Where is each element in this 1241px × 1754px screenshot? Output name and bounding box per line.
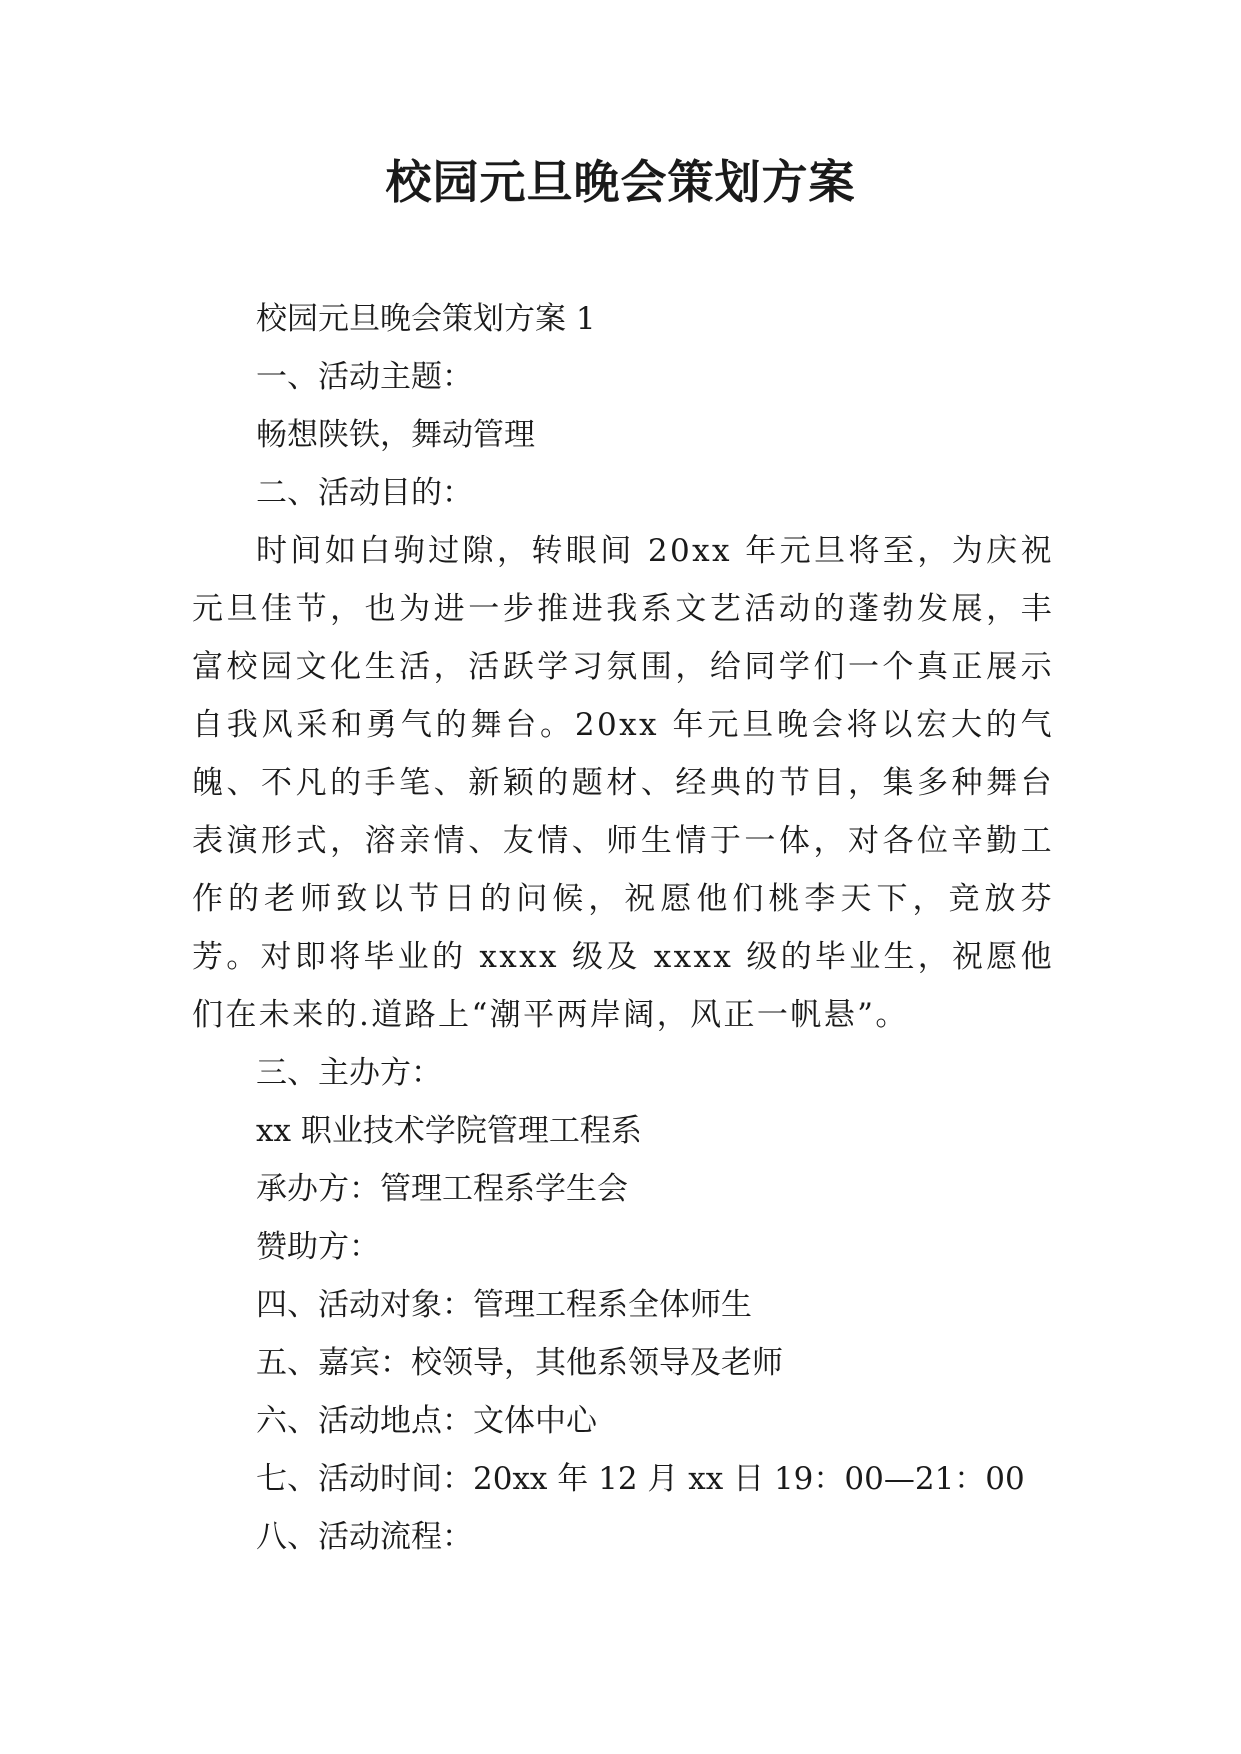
paragraph-organizer-heading: 三、主办方：: [256, 1055, 442, 1091]
paragraph-guests: 五、嘉宾：校领导，其他系领导及老师: [256, 1345, 783, 1381]
document-body: [192, 290, 1054, 1566]
paragraph-audience: 四、活动对象：管理工程系全体师生: [256, 1287, 752, 1323]
paragraph-purpose-heading: 二、活动目的：: [256, 475, 473, 511]
paragraph-sponsor: 赞助方：: [256, 1229, 380, 1265]
paragraph-host: 承办方：管理工程系学生会: [256, 1171, 628, 1207]
section-heading: 校园元旦晚会策划方案 1: [256, 301, 596, 337]
paragraph-process-heading: 八、活动流程：: [256, 1519, 473, 1555]
paragraph-location: 六、活动地点：文体中心: [256, 1403, 597, 1439]
paragraph-theme-heading: 一、活动主题：: [256, 359, 473, 395]
paragraph-theme: 畅想陕铁，舞动管理: [256, 417, 535, 453]
paragraph-time: 七、活动时间：20xx 年 12 月 xx 日 19：00—21：00: [256, 1461, 1025, 1497]
document-title: 校园元旦晚会策划方案: [385, 155, 856, 209]
paragraph-organizer: xx 职业技术学院管理工程系: [256, 1113, 642, 1149]
paragraph-purpose: 时间如白驹过隙，转眼间 20xx 年元旦将至，为庆祝元旦佳节，也为进一步推进我系文艺活动的蓬勃发展，丰富校园文化生活，活跃学习氛围，给同学们一个真正展示自我风采和勇气的舞台。20xx 年元旦晚会将以宏大的气魄、不凡的手笔、新颖的题材、经典的节目，集多种舞台表演形式，溶亲情、友情、师生情于一体，对各位辛勤工作的老师致以节日的问候，祝愿他们桃李天下，竞放芬芳。对即将毕业的 xxxx 级及 xxxx 级的毕业生，祝愿他们在未来的.道路上“潮平两岸阔，风正一帆悬”。: [192, 533, 1054, 1033]
